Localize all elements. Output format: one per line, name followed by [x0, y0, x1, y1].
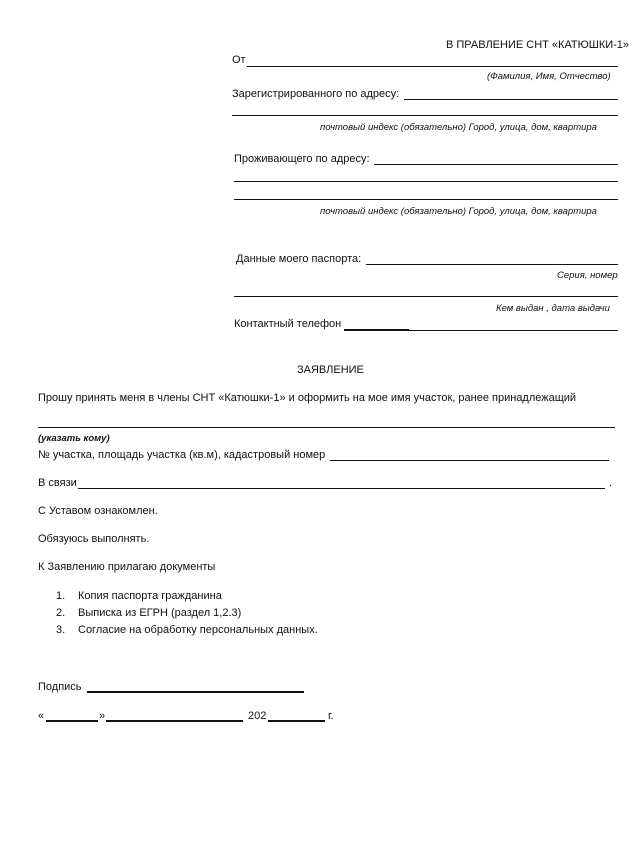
- name-hint: (Фамилия, Имя, Отчество): [487, 71, 611, 82]
- reason-end: .: [609, 477, 613, 489]
- list-item-number: 3.: [56, 624, 66, 636]
- list-item: [38, 622, 318, 639]
- signature-field[interactable]: [87, 691, 304, 693]
- charter-text: С Уставом ознакомлен.: [38, 505, 158, 517]
- passport-series-field[interactable]: [366, 264, 618, 265]
- reason-field[interactable]: [78, 488, 605, 489]
- passport-hint: Серия, номер: [557, 270, 618, 281]
- date-close-quote: »: [99, 710, 106, 722]
- list-item-number: 1.: [56, 590, 66, 602]
- list-item: [38, 588, 318, 605]
- list-item-text: Согласие на обработку персональных данных.: [78, 624, 318, 636]
- addressee: В ПРАВЛЕНИЕ СНТ «КАТЮШКИ-1»: [446, 39, 630, 51]
- list-item: [38, 605, 318, 622]
- date-day-field[interactable]: [46, 720, 98, 722]
- residing-address-field-3[interactable]: [234, 199, 618, 200]
- list-item-text: Выписка из ЕГРН (раздел 1,2.3): [78, 607, 242, 619]
- phone-label: Контактный телефон: [234, 318, 342, 330]
- registered-label: Зарегистрированного по адресу:: [232, 88, 400, 100]
- from-field[interactable]: [247, 66, 618, 67]
- registered-address-hint: почтовый индекс (обязательно) Город, улица, дом, квартира: [320, 122, 597, 133]
- phone-field[interactable]: [409, 330, 618, 331]
- document-title: ЗАЯВЛЕНИЕ: [297, 364, 364, 376]
- phone-field-bold[interactable]: [344, 329, 409, 331]
- whom-hint: (указать кому): [38, 433, 110, 444]
- date-year-field[interactable]: [268, 720, 325, 722]
- passport-issued-field[interactable]: [234, 296, 618, 297]
- previous-owner-field[interactable]: [38, 427, 615, 428]
- plot-label: № участка, площадь участка (кв.м), кадастровый номер: [38, 449, 326, 461]
- documents-list: [38, 588, 318, 639]
- registered-address-field-2[interactable]: [232, 115, 618, 116]
- passport-label: Данные моего паспорта:: [236, 253, 362, 265]
- oblige-text: Обязуюсь выполнять.: [38, 533, 150, 545]
- plot-field[interactable]: [330, 460, 609, 461]
- signature-label: Подпись: [38, 681, 82, 693]
- year-suffix: г.: [328, 710, 334, 722]
- residing-address-field-1[interactable]: [374, 164, 618, 165]
- from-label: От: [232, 54, 246, 66]
- year-prefix: 202: [248, 710, 267, 722]
- residing-address-hint: почтовый индекс (обязательно) Город, улица, дом, квартира: [320, 206, 597, 217]
- list-item-text: Копия паспорта гражданина: [78, 590, 222, 602]
- list-item-number: 2.: [56, 607, 66, 619]
- attach-text: К Заявлению прилагаю документы: [38, 561, 216, 573]
- issued-hint: Кем выдан , дата выдачи: [496, 303, 610, 314]
- residing-address-field-2[interactable]: [234, 181, 618, 182]
- registered-address-field-1[interactable]: [404, 99, 618, 100]
- reason-label: В связи: [38, 477, 77, 489]
- residing-label: Проживающего по адресу:: [234, 153, 370, 165]
- request-text: Прошу принять меня в члены СНТ «Катюшки-1» и оформить на мое имя участок, ранее принадлежащий: [38, 392, 577, 404]
- date-open-quote: «: [38, 710, 45, 722]
- date-month-field[interactable]: [106, 720, 243, 722]
